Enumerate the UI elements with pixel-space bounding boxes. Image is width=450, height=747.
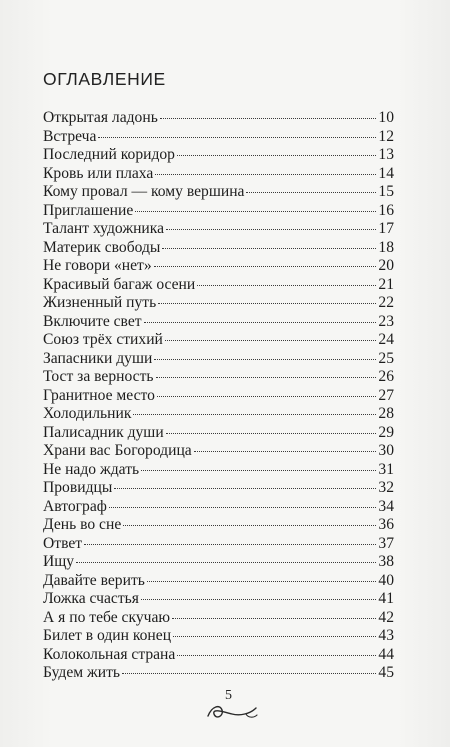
toc-entry (43, 535, 394, 554)
toc-entry-page: 20 (378, 257, 394, 274)
toc-entry-page: 45 (378, 664, 394, 681)
toc-entry-title: Союз трёх стихий (43, 331, 163, 348)
dot-leader (154, 265, 377, 267)
toc-entry-title: Ложка счастья (43, 590, 139, 607)
toc-entry-title: Включите свет (43, 312, 142, 330)
dot-leader (162, 247, 376, 249)
dot-leader (156, 376, 377, 378)
toc-entry (43, 368, 394, 387)
dot-leader (76, 561, 376, 563)
dot-leader (177, 654, 376, 656)
toc-entry-title: Провидцы (43, 479, 113, 496)
toc-entry (43, 331, 394, 350)
toc-entry-title: Ищу (43, 553, 75, 570)
toc-entry (43, 239, 394, 258)
toc-entry-title: Кровь или плаха (43, 164, 154, 182)
toc-entry-title: Встреча (43, 127, 97, 145)
dot-leader (165, 339, 377, 341)
dot-leader (166, 228, 376, 230)
toc-entry-page: 23 (378, 312, 394, 330)
dot-leader (157, 395, 376, 397)
toc-entry-page: 16 (378, 201, 394, 219)
dot-leader (109, 506, 377, 508)
toc-entry (43, 165, 394, 184)
page-number: 5 (225, 688, 232, 703)
toc-entry (43, 590, 394, 609)
toc-entry (43, 498, 394, 517)
toc-entry (43, 183, 394, 202)
dot-leader (194, 450, 377, 452)
toc-entry-page: 14 (378, 164, 394, 182)
toc-entry-page: 41 (378, 590, 394, 607)
dot-leader (141, 598, 376, 600)
toc-entry (43, 202, 394, 221)
toc-entry-title: Последний коридор (43, 146, 175, 163)
toc-entry-title: Запасники души (43, 349, 153, 367)
dot-leader (144, 321, 377, 323)
dot-leader (141, 469, 376, 471)
dot-leader (154, 358, 376, 360)
toc-entry-title: Не говори «нет» (43, 257, 152, 274)
toc-entry (43, 220, 394, 239)
toc-entry (43, 479, 394, 498)
toc-entry (43, 387, 394, 406)
toc-entry-page: 24 (378, 331, 394, 348)
dot-leader (158, 302, 376, 304)
page-title: ОГЛАВЛЕНИЕ (43, 69, 166, 89)
toc-entry (43, 461, 394, 480)
toc-entry-title: Талант художника (43, 220, 165, 237)
toc-entry-title: Билет в один конец (43, 627, 172, 644)
dot-leader (160, 117, 377, 119)
toc-entry-page: 37 (378, 534, 394, 552)
toc-entry-page: 12 (378, 127, 394, 145)
toc-entry (43, 257, 394, 276)
toc-entry (43, 109, 394, 128)
toc-entry-page: 34 (378, 497, 394, 515)
toc-entry-title: Не надо ждать (43, 460, 140, 478)
toc-entry-page: 31 (378, 460, 394, 478)
toc-entry-title: Автограф (43, 497, 107, 515)
toc-entry-page: 15 (378, 183, 394, 200)
toc-entry-title: Открытая ладонь (43, 109, 158, 126)
toc-entry-title: Материк свободы (43, 238, 161, 256)
toc-entry-title: Палисадник души (43, 423, 164, 441)
toc-entry-title: А я по тебе скучаю (43, 608, 171, 626)
dot-leader (166, 432, 377, 434)
dot-leader (197, 284, 376, 286)
dot-leader (84, 543, 376, 545)
toc-entry-page: 44 (378, 645, 394, 663)
toc-entry-page: 40 (378, 571, 394, 589)
toc-entry (43, 664, 394, 683)
toc-entry-title: Колокольная страна (43, 645, 176, 663)
toc-entry (43, 424, 394, 443)
dot-leader (98, 136, 376, 138)
toc-entry (43, 128, 394, 147)
dot-leader (135, 210, 376, 212)
toc-entry-page: 30 (378, 442, 394, 459)
flourish-ornament-icon (202, 694, 262, 724)
table-of-contents (43, 109, 394, 683)
toc-entry (43, 294, 394, 313)
toc-entry-page: 38 (378, 553, 394, 570)
page-footer (0, 688, 450, 728)
toc-entry (43, 627, 394, 646)
toc-entry-title: Приглашение (43, 201, 134, 219)
toc-entry-title: Будем жить (43, 664, 121, 681)
dot-leader (114, 487, 376, 489)
dot-leader (172, 617, 376, 619)
dot-leader (123, 524, 376, 526)
toc-entry-page: 43 (378, 627, 394, 644)
toc-entry-page: 10 (378, 109, 394, 126)
toc-entry-title: Холодильник (43, 405, 132, 422)
toc-entry-title: День во сне (43, 516, 122, 533)
toc-entry (43, 146, 394, 165)
toc-entry-page: 25 (378, 349, 394, 367)
toc-entry-title: Храни вас Богородица (43, 442, 192, 459)
toc-entry (43, 572, 394, 591)
toc-entry-page: 29 (378, 423, 394, 441)
toc-entry-title: Кому провал — кому вершина (43, 183, 245, 200)
toc-entry (43, 553, 394, 572)
toc-entry-page: 27 (378, 386, 394, 404)
toc-entry (43, 646, 394, 665)
toc-entry-page: 17 (378, 220, 394, 237)
toc-entry-page: 28 (378, 405, 394, 422)
toc-entry-title: Гранитное место (43, 386, 155, 404)
toc-entry (43, 516, 394, 535)
dot-leader (133, 413, 376, 415)
dot-leader (147, 580, 377, 582)
toc-entry (43, 313, 394, 332)
dot-leader (246, 191, 376, 193)
dot-leader (173, 635, 376, 637)
toc-entry-page: 42 (378, 608, 394, 626)
toc-entry-page: 26 (378, 368, 394, 385)
toc-entry (43, 350, 394, 369)
toc-entry-page: 13 (378, 146, 394, 163)
toc-entry-page: 22 (378, 294, 394, 311)
toc-entry-page: 36 (378, 516, 394, 533)
toc-entry-page: 21 (378, 275, 394, 293)
toc-entry-title: Ответ (43, 534, 83, 552)
toc-entry-title: Красивый багаж осени (43, 275, 196, 293)
toc-entry (43, 442, 394, 461)
toc-entry (43, 405, 394, 424)
dot-leader (122, 672, 376, 674)
toc-entry (43, 609, 394, 628)
dot-leader (177, 154, 376, 156)
toc-entry-title: Жизненный путь (43, 294, 157, 311)
toc-entry-title: Тост за верность (43, 368, 154, 385)
toc-entry-title: Давайте верить (43, 571, 145, 589)
toc-entry-page: 32 (378, 479, 394, 496)
toc-entry (43, 276, 394, 295)
dot-leader (155, 173, 376, 175)
toc-entry-page: 18 (378, 238, 394, 256)
